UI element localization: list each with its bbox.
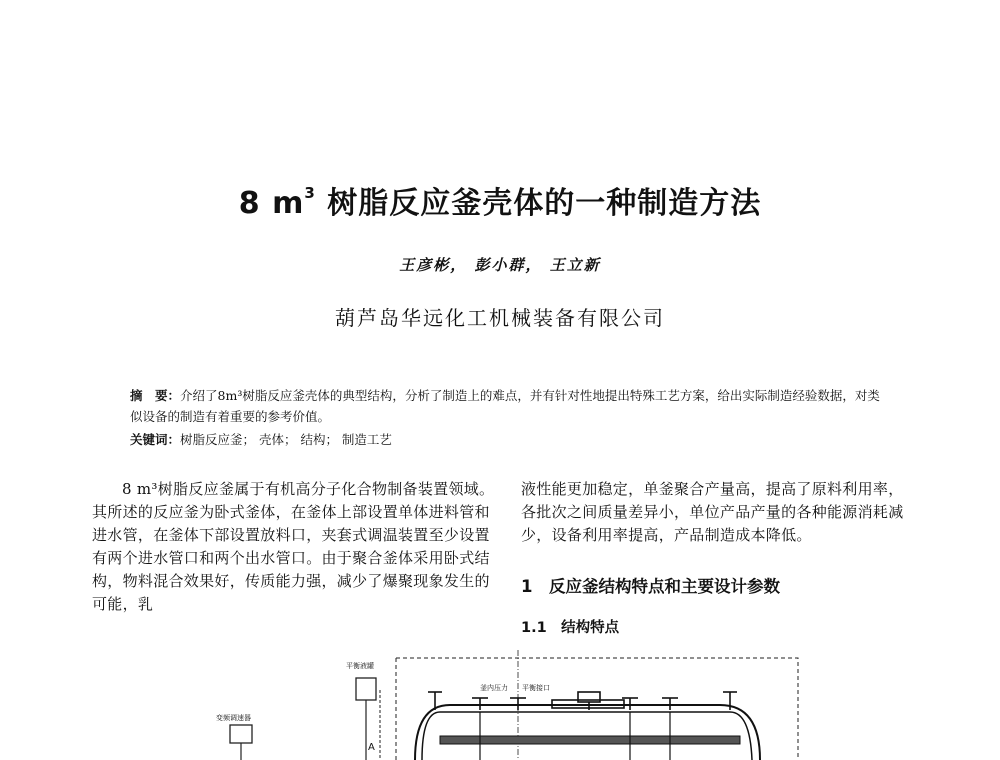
vfd-box [230,725,252,743]
reactor-structure-figure [200,650,820,760]
title-prefix: 8 m [238,186,305,221]
top-nozzles [428,692,737,710]
balance-tank-label: 平衡液罐 [346,662,374,670]
abstract-text: 介绍了8m³树脂反应釜壳体的典型结构，分析了制造上的难点，并有针对性地提出特殊工艺方案，给出实际制造经验数据，对类似设备的制造有着重要的参考价值。 [130,388,880,424]
abstract-paragraph [130,385,890,427]
abstract-label: 摘 要： [130,388,181,403]
balance-port-label: 平衡接口 [522,684,550,692]
abstract-block [130,385,890,450]
title-main: 树脂反应釜壳体的一种制造方法 [315,186,762,221]
body-column-left [92,478,498,616]
authors: 王彦彬， 彭小群， 王立新 [399,256,601,274]
keywords-paragraph [130,429,890,450]
keywords-label: 关键词： [130,432,181,447]
body-paragraph-left: 8 m³树脂反应釜属于有机高分子化合物制备装置领域。其所述的反应釜为卧式釜体，在釜体上部设置单体进料管和进水管，在釜体下部设置放料口，夹套式调温装置至少设置有两个进水管口和两个出水管口。由于聚合釜体采用卧式结构，物料混合效果好，传质能力强，减少了爆聚现象发生的可能，乳 [92,480,495,613]
vessel-shell [415,705,760,760]
section-heading-1: 1 反应釜结构特点和主要设计参数 [521,577,780,596]
keywords-text: 树脂反应釜； 壳体； 结构； 制造工艺 [180,432,392,447]
vfd-label: 变频调速器 [216,714,251,722]
agitator-shaft [440,736,740,744]
label-a: A [368,742,375,753]
body-paragraph-right: 液性能更加稳定，单釜聚合产量高，提高了原料利用率，各批次之间质量差异小，单位产品产量的各种能源消耗减少，设备利用率提高，产品制造成本降低。 [521,480,904,544]
body-column-right [521,478,911,547]
balance-tank [356,678,376,700]
section-heading-1-1: 1.1 结构特点 [521,620,620,636]
affiliation: 葫芦岛华远化工机械装备有限公司 [335,306,665,330]
pressure-label: 釜内压力 [480,684,508,692]
paper-title [0,178,1000,222]
title-superscript: 3 [304,184,316,202]
